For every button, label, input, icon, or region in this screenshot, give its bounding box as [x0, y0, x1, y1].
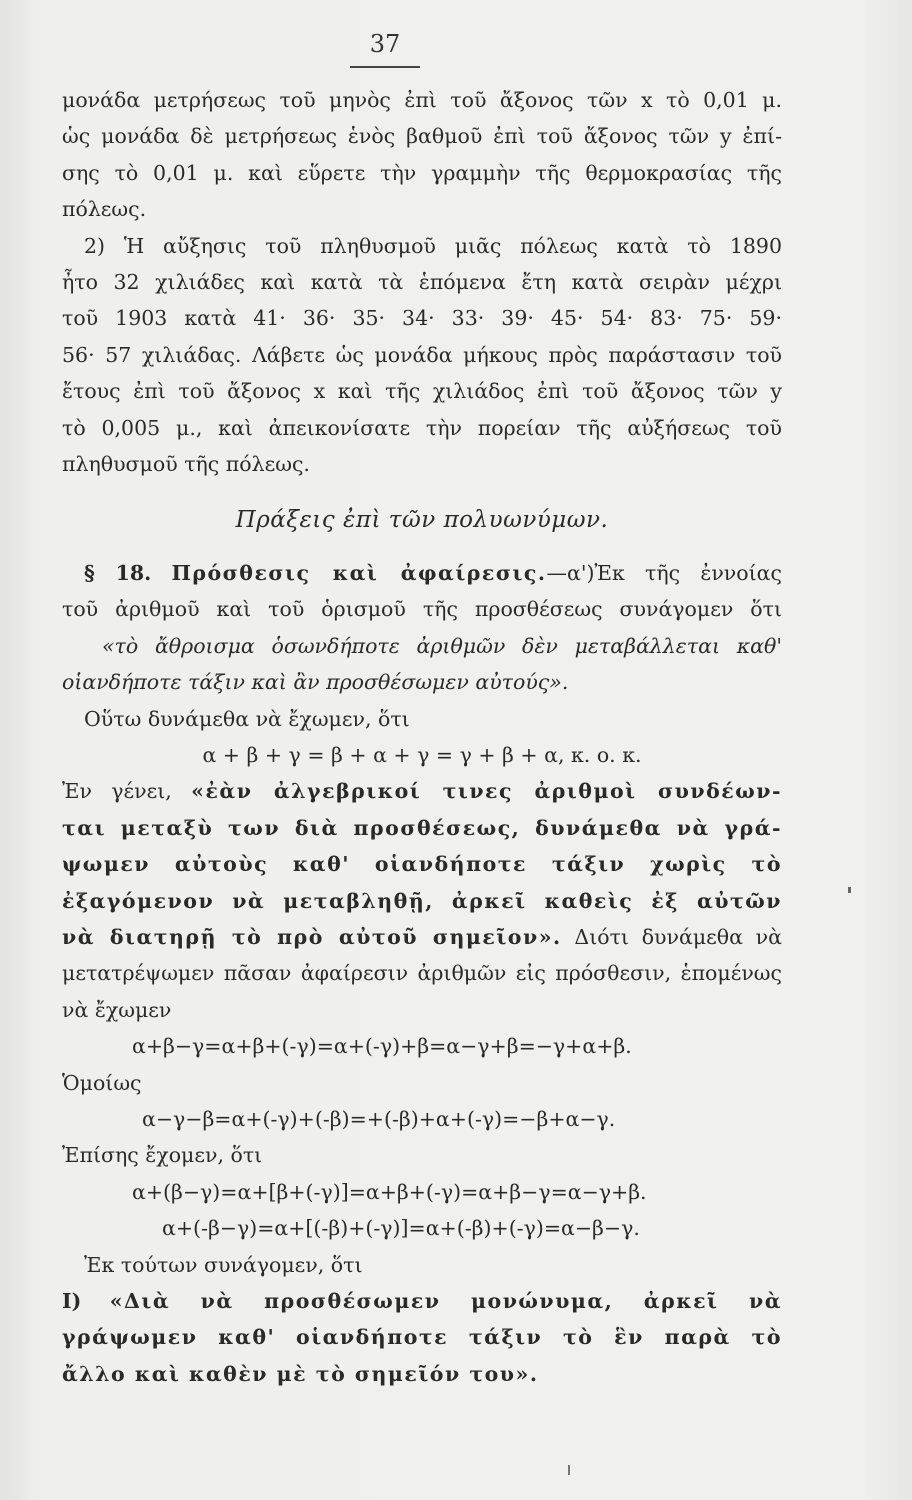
- formula-brackets-2: α+(-β−γ)=α+[(-β)+(-γ)]=α+(-β)+(-γ)=α−β−γ.: [162, 1216, 640, 1241]
- text-line: τὸ 0,005 μ., καὶ ἀπεικονίσατε τὴν πορείαν τῆς αὐξήσεως τοῦ: [62, 415, 782, 440]
- formula-subtraction-2: α−γ−β=α+(-γ)+(-β)=+(-β)+α+(-γ)=−β+α−γ.: [142, 1106, 616, 1131]
- paragraph-section-18: [62, 555, 782, 773]
- text-line-italic: «τὸ ἄθροισμα ὁσωνδήποτε ἀριθμῶν δὲν μεταβάλλεται καθ': [102, 633, 782, 658]
- paragraph-general-rule: [62, 773, 782, 1028]
- rule-line: [62, 1283, 782, 1319]
- paragraph-exercise-2: [62, 228, 782, 483]
- rule-mark: I): [62, 1289, 82, 1313]
- rule-text: «ἐὰν ἀλγεβρικοί τινες ἀριθμοὶ συνδέων-: [191, 779, 782, 804]
- text-line: 2) Ἡ αὔξησις τοῦ πληθυσμοῦ μιᾶς πόλεως κατὰ τὸ 1890: [84, 233, 782, 258]
- rule-text: νὰ διατηρῇ τὸ πρὸ αὐτοῦ σημεῖον».: [62, 924, 562, 949]
- formula-commutative: α + β + γ = β + α + γ = γ + β + α, κ. ο. κ.: [202, 742, 642, 767]
- text-line: [62, 773, 782, 809]
- rule-text-line: ται μεταξὺ των διὰ προσθέσεως, δυνάμεθα νὰ γρά-: [62, 815, 782, 840]
- bottom-mark: [568, 1465, 570, 1475]
- section-title-rest: —α')Ἐκ τῆς ἐννοίας: [546, 560, 782, 585]
- text-tail: Διότι δυνάμεθα νὰ: [561, 924, 782, 949]
- text-line: ἦτο 32 χιλιάδες καὶ κατὰ τὰ ἑπόμενα ἔτη κατὰ σειρὰν μέχρι: [62, 270, 782, 295]
- formula-brackets-1: α+(β−γ)=α+[β+(-γ)]=α+β+(-γ)=α+β−γ=α−γ+β.: [132, 1179, 647, 1204]
- page-number: 37: [369, 30, 401, 58]
- text-line: ἔτους ἐπὶ τοῦ ἄξονος x καὶ τῆς χιλιάδος ἐπὶ τοῦ ἄξονος τῶν y: [62, 379, 782, 404]
- rule-text: «Διὰ νὰ προσθέσωμεν μονώνυμα, ἀρκεῖ νὰ: [109, 1289, 782, 1313]
- label-ek-touton: Ἐκ τούτων συνάγομεν, ὅτι: [84, 1252, 363, 1277]
- text-line: Οὕτω δυνάμεθα νὰ ἔχωμεν, ὅτι: [84, 706, 410, 731]
- text-line: μετατρέψωμεν πᾶσαν ἀφαίρεσιν ἀριθμῶν εἰς πρόσθεσιν, ἑπομένως: [62, 961, 782, 986]
- text-line: σης τὸ 0,01 μ. καὶ εὕρετε τὴν γραμμὴν τῆς θερμοκρασίας τῆς: [62, 160, 782, 185]
- section-title-line: [62, 555, 782, 591]
- text-column: [62, 82, 782, 1392]
- text-line: [62, 919, 782, 955]
- margin-mark: [848, 887, 851, 893]
- rule-text-line: ψωμεν αὐτοὺς καθ' οἱανδήποτε τάξιν χωρὶς τὸ: [62, 852, 782, 877]
- section-title: Πρόσθεσις καὶ ἀφαίρεσις.: [171, 560, 547, 585]
- section-heading: Πράξεις ἐπὶ τῶν πολυωνύμων.: [235, 507, 609, 534]
- rule-line: γράψωμεν καθ' οἱανδήποτε τάξιν τὸ ἓν παρὰ τὸ: [62, 1325, 782, 1350]
- text-line: πληθυσμοῦ τῆς πόλεως.: [62, 452, 310, 477]
- label-omoios: Ὁμοίως: [62, 1070, 142, 1095]
- text-line: μονάδα μετρήσεως τοῦ μηνὸς ἐπὶ τοῦ ἄξονος τῶν x τὸ 0,01 μ.: [62, 88, 782, 112]
- rule-text-line: ἐξαγόμενον νὰ μεταβληθῇ, ἀρκεῖ καθεὶς ἐξ αὐτῶν: [62, 888, 782, 913]
- rule-monomials: [62, 1283, 782, 1392]
- text-lead: Ἐν γένει,: [62, 779, 172, 804]
- text-line: τοῦ ἀριθμοῦ καὶ τοῦ ὁρισμοῦ τῆς προσθέσεως συνάγομεν ὅτι: [62, 597, 782, 622]
- text-line: τοῦ 1903 κατὰ 41· 36· 35· 34· 33· 39· 45· 54· 83· 75· 59·: [62, 306, 782, 331]
- paragraph-exercise-1-end: [62, 82, 782, 228]
- text-line: 56· 57 χιλιάδας. Λάβετε ὡς μονάδα μήκους πρὸς παράστασιν τοῦ: [62, 342, 782, 367]
- text-line-italic: οἱανδήποτε τάξιν καὶ ἂν προσθέσωμεν αὐτούς».: [62, 670, 569, 695]
- rule-line: ἄλλο καὶ καθὲν μὲ τὸ σημεῖόν του».: [62, 1361, 539, 1386]
- formula-subtraction: α+β−γ=α+β+(-γ)=α+(-γ)+β=α−γ+β=−γ+α+β.: [132, 1034, 632, 1059]
- label-episis: Ἐπίσης ἔχομεν, ὅτι: [62, 1143, 263, 1168]
- text-line: νὰ ἔχωμεν: [62, 997, 172, 1022]
- page-number-rule: [350, 66, 420, 68]
- text-line: ὡς μονάδα δὲ μετρήσεως ἑνὸς βαθμοῦ ἐπὶ τοῦ ἄξονος τῶν y ἐπί-: [62, 124, 782, 149]
- text-line: πόλεως.: [62, 197, 147, 222]
- section-mark: § 18.: [84, 560, 152, 585]
